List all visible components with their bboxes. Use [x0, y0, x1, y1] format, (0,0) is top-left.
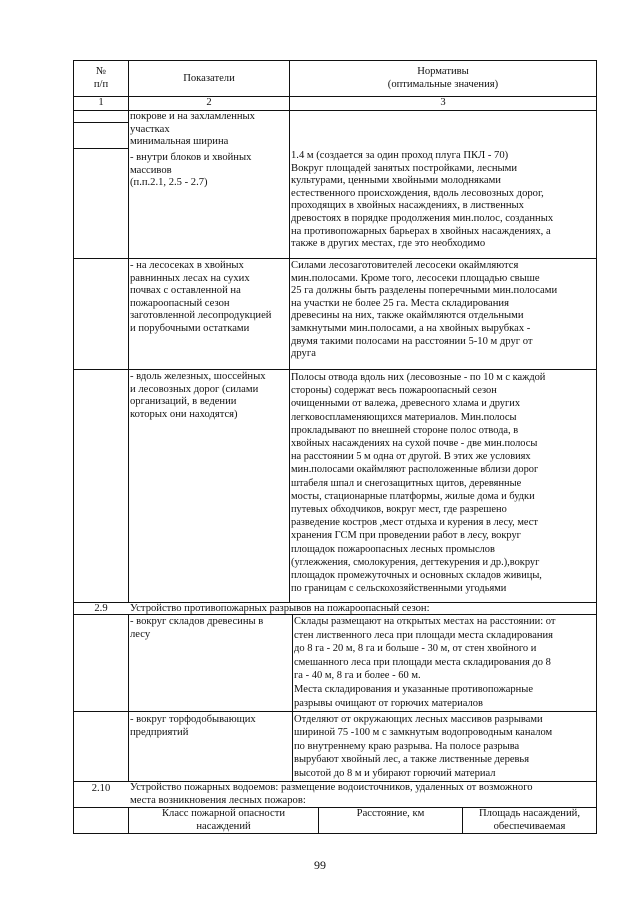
indicator-peat: - вокруг торфодобывающих предприятий — [130, 714, 256, 738]
table-hline — [73, 148, 128, 149]
indicator-cutting: - на лесосеках в хвойных равнинных лесах на сухих почвах с оставленной на пожароопасный сезон заготовленной лесопродукцией и порубочными остатками — [130, 260, 272, 334]
table-vline — [128, 614, 129, 781]
table-hline — [73, 258, 597, 259]
header-indicators: Показатели — [183, 73, 235, 84]
indicator-min-width: минимальная ширина — [130, 136, 229, 147]
indicator-warehouses: - вокруг складов древесины в лесу — [130, 616, 264, 640]
subheader-fire-class: Класс пожарной опасности насаждений — [161, 808, 285, 832]
section-title-2-9: Устройство противопожарных разрывов на пожароопасный сезон: — [130, 603, 430, 614]
norm-blocks: 1.4 м (создается за один проход плуга ПКЛ - 70) Вокруг площадей занятых постройками, лесными культурами, ценными хвойными молодняками естественного происхождения, вдоль лесовозных дорог, проходящих в хвойных насаждениях, в лиственных древостоях в порядке продолжения мин.полос, созданных на противопожарных барьерах в хвойных насаждениях, а также в других местах, где это необходимо — [291, 150, 554, 250]
subheader-area: Площадь насаждений, обеспечиваемая — [479, 808, 580, 832]
header-num: № п/п — [93, 66, 109, 90]
norm-peat: Отделяют от окружающих лесных массивов разрывами шириной 75 -100 м с замкнутым водопроводным каналом по внутреннему краю разрыва. На полосе разрыва вырубают хвойный лес, а также лиственные деревья высотой до 8 м и убирают горючий материал — [294, 714, 553, 779]
section-title-2-10: Устройство пожарных водоемов: размещение водоисточников, удаленных от возможного места возникновения лесных пожаров: — [130, 782, 533, 806]
table-border-right — [596, 60, 597, 834]
table-border-top — [73, 60, 597, 61]
colnum-2: 2 — [206, 97, 212, 108]
norm-warehouses: Склады размещают на открытых местах на расстоянии: от стен лиственного леса при площади места складирования до 8 га - 20 м, 8 га и больше - 30 м, от стен хвойного и смешанного леса при площади места складирования до 8 га - 40 м, 8 га и более - 60 м. Места складирования и указанные противопожарные разрывы очищают от горючих материалов — [294, 616, 556, 709]
table-border-left — [73, 60, 74, 834]
indicator-continuation: покрове и на захламленных участках — [130, 111, 255, 135]
colnum-1: 1 — [98, 97, 104, 108]
section-num-2-9: 2.9 — [94, 603, 108, 614]
table-vline — [128, 60, 129, 603]
table-hline — [73, 122, 128, 123]
colnum-3: 3 — [440, 97, 446, 108]
subheader-distance: Расстояние, км — [356, 808, 425, 819]
table-vline — [292, 614, 293, 781]
indicator-blocks: - внутри блоков и хвойных массивов (п.п.2.1, 2.5 - 2.7) — [130, 152, 252, 189]
norm-roads: Полосы отвода вдоль них (лесовозные - по 10 м с каждой стороны) содержат весь пожароопасный сезон очищенными от валежа, древесного хлама и других легковоспламеняющихся материалов. Мин.полосы прокладывают по внешней стороне полос отвода, в хвойных насаждениях на сухой почве - две мин.полосы на расстоянии 5 м одна от другой. В этих же условиях мин.полосами окаймляют расположенные вблизи дорог штабеля шпал и снегозащитных щитов, деревянные мосты, стационарные платформы, жилые дома и будки путевых обходчиков, вокруг мест, где разрешено разведение костров ,мест отдыха и курения в лесу, мест хранения ГСМ при проведении работ в лесу, вокруг площадок пожароопасных лесных промыслов (углежжения, смолокурения, дегтекурения и др.),вокруг площадок промежуточных и основных складов живицы, по границам с сельскохозяйственными угодьями — [291, 372, 546, 595]
norm-cutting: Силами лесозаготовителей лесосеки окаймляются мин.полосами. Кроме того, лесосеки площадью свыше 25 га должны быть разделены поперечными мин.полосами на участки не более 25 га. Места складирования древесины на них, также окаймляются отдельными замкнутыми мин.полосами, а на хвойных вырубках - двумя такими полосами на расстоянии 5-10 м друг от друга — [291, 260, 558, 360]
header-norms: Нормативы (оптимальные значения) — [387, 66, 499, 90]
section-num-2-10: 2.10 — [91, 783, 111, 794]
indicator-roads: - вдоль железных, шоссейных и лесовозных дорог (силами организаций, в ведении которых они находятся) — [130, 371, 266, 420]
table-hline — [73, 711, 597, 712]
page-number: 99 — [314, 858, 326, 872]
table-hline — [73, 369, 597, 370]
